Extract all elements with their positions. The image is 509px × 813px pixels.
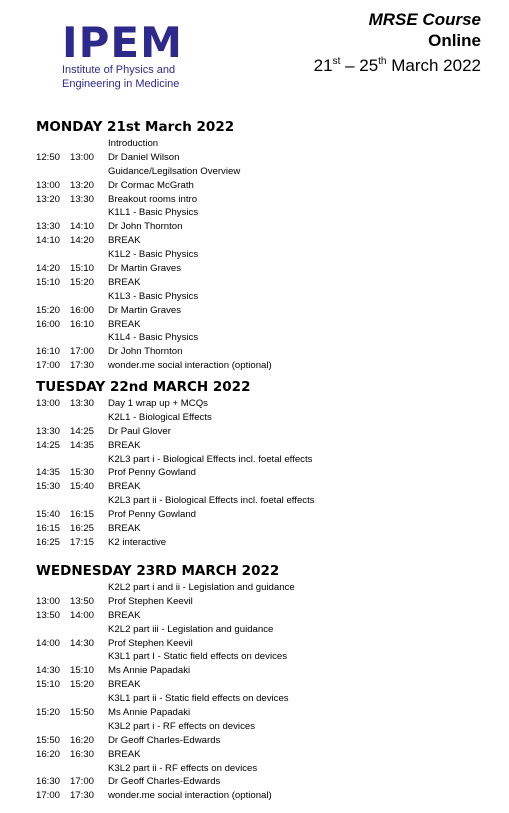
schedule-row xyxy=(36,748,496,762)
start-time: 13:30 xyxy=(36,221,61,233)
session-text: Guidance/Legilsation Overview xyxy=(108,165,241,177)
end-time xyxy=(70,248,108,262)
session-text: Prof Penny Gowland xyxy=(108,509,196,521)
schedule-row xyxy=(36,664,496,678)
session-text: BREAK xyxy=(108,748,141,760)
session-text: K2L3 part ii - Biological Effects incl. foetal effects xyxy=(108,495,315,507)
day-tuesday xyxy=(36,377,496,550)
start-time: 16:30 xyxy=(36,776,61,788)
schedule-row xyxy=(36,595,496,609)
schedule-row xyxy=(36,411,496,425)
start-time: 16:10 xyxy=(36,346,61,358)
start-time: 16:00 xyxy=(36,318,61,330)
start-time: 13:50 xyxy=(36,609,61,621)
schedule-row xyxy=(36,318,496,332)
session-text: K3L1 part I - Static field effects on devices xyxy=(108,651,288,663)
start-time xyxy=(36,331,70,345)
session-text: Ms Annie Papadaki xyxy=(108,707,191,719)
course-header xyxy=(314,10,481,77)
schedule-row xyxy=(36,762,496,776)
session-text: Breakout rooms intro xyxy=(108,193,198,205)
session-text: Prof Stephen Keevil xyxy=(108,595,193,607)
schedule-row xyxy=(36,304,496,318)
schedule-row xyxy=(36,692,496,706)
start-time: 15:30 xyxy=(36,481,61,493)
schedule-row xyxy=(36,678,496,692)
session-text: K2L3 part i - Biological Effects incl. foetal effects xyxy=(108,453,313,465)
start-time xyxy=(36,290,70,304)
start-time: 14:35 xyxy=(36,467,61,479)
schedule-row xyxy=(36,290,496,304)
schedule-row xyxy=(36,480,496,494)
course-title: MRSE Course xyxy=(368,10,481,29)
schedule-row xyxy=(36,151,496,165)
logo-subtitle-line-1: Institute of Physics and xyxy=(62,64,176,76)
end-time: 16:10 xyxy=(70,318,95,330)
start-time: 15:10 xyxy=(36,276,61,288)
end-time: 17:00 xyxy=(70,776,95,788)
schedule-row xyxy=(36,331,496,345)
end-time: 17:30 xyxy=(70,360,95,372)
session-text: Dr Martin Graves xyxy=(108,263,182,275)
schedule-row xyxy=(36,536,496,550)
start-time xyxy=(36,411,70,425)
day-title: MONDAY 21st March 2022 xyxy=(36,119,235,135)
start-time: 14:10 xyxy=(36,235,61,247)
end-time xyxy=(70,206,108,220)
schedule-row xyxy=(36,345,496,359)
schedule-row xyxy=(36,137,496,151)
end-time: 16:25 xyxy=(70,523,95,535)
start-time: 14:25 xyxy=(36,439,61,451)
end-time xyxy=(70,692,108,706)
end-time: 13:30 xyxy=(70,398,95,409)
end-time xyxy=(70,137,108,151)
day-title: TUESDAY 22nd MARCH 2022 xyxy=(36,379,251,395)
session-text: Dr Martin Graves xyxy=(108,304,182,316)
schedule-row xyxy=(36,248,496,262)
end-time: 15:20 xyxy=(70,276,95,288)
start-time xyxy=(36,762,70,776)
schedule-row xyxy=(36,193,496,207)
start-time: 13:00 xyxy=(36,179,61,191)
end-time: 14:30 xyxy=(70,637,95,649)
logo-subtitle-line-2: Engineering in Medicine xyxy=(62,78,180,90)
end-time xyxy=(70,720,108,734)
end-time: 14:35 xyxy=(70,439,95,451)
session-text: BREAK xyxy=(108,609,141,621)
end-time: 16:00 xyxy=(70,304,95,316)
end-time: 15:40 xyxy=(70,481,95,493)
schedule-row xyxy=(36,706,496,720)
end-time: 13:00 xyxy=(70,151,95,163)
day-title: WEDNESDAY 23RD MARCH 2022 xyxy=(36,563,280,579)
session-text: K1L3 - Basic Physics xyxy=(108,290,199,302)
end-time: 14:00 xyxy=(70,609,95,621)
start-time: 16:15 xyxy=(36,523,61,535)
end-time: 16:30 xyxy=(70,748,95,760)
schedule-row xyxy=(36,453,496,467)
session-text: Dr Daniel Wilson xyxy=(108,151,180,163)
start-time: 15:20 xyxy=(36,304,61,316)
session-text: BREAK xyxy=(108,318,141,330)
start-time xyxy=(36,137,70,151)
start-time xyxy=(36,650,70,664)
session-text: BREAK xyxy=(108,523,141,535)
start-time: 17:00 xyxy=(36,360,61,372)
end-time: 17:00 xyxy=(70,346,95,358)
schedule-row xyxy=(36,637,496,651)
end-time xyxy=(70,165,108,179)
session-text: Dr John Thornton xyxy=(108,221,183,233)
end-time: 17:30 xyxy=(70,790,95,802)
schedule-row xyxy=(36,623,496,637)
start-time xyxy=(36,248,70,262)
end-time: 16:20 xyxy=(70,734,95,746)
start-time xyxy=(36,720,70,734)
start-time: 13:00 xyxy=(36,398,61,409)
session-text: BREAK xyxy=(108,481,141,493)
start-time: 13:20 xyxy=(36,193,61,205)
session-text: BREAK xyxy=(108,235,141,247)
start-time: 13:30 xyxy=(36,425,61,437)
session-text: Dr Paul Glover xyxy=(108,425,171,437)
end-time: 14:20 xyxy=(70,235,95,247)
session-text: BREAK xyxy=(108,276,141,288)
session-text: Prof Stephen Keevil xyxy=(108,637,193,649)
end-time xyxy=(70,331,108,345)
schedule-row xyxy=(36,276,496,290)
schedule-row xyxy=(36,522,496,536)
end-time: 15:10 xyxy=(70,263,95,275)
session-text: K3L2 part i - RF effects on devices xyxy=(108,720,255,732)
session-text: Ms Annie Papadaki xyxy=(108,665,191,677)
end-time: 16:15 xyxy=(70,509,95,521)
session-text: Dr Geoff Charles-Edwards xyxy=(108,734,221,746)
schedule-row xyxy=(36,425,496,439)
end-time: 13:30 xyxy=(70,193,95,205)
end-time: 15:30 xyxy=(70,467,95,479)
schedule-row xyxy=(36,262,496,276)
session-text: Day 1 wrap up + MCQs xyxy=(108,398,208,409)
end-time xyxy=(70,623,108,637)
end-time: 15:50 xyxy=(70,707,95,719)
start-time xyxy=(36,581,70,595)
session-text: K1L4 - Basic Physics xyxy=(108,332,199,344)
schedule-row xyxy=(36,165,496,179)
start-time xyxy=(36,453,70,467)
start-time: 14:20 xyxy=(36,263,61,275)
end-time xyxy=(70,494,108,508)
schedule-row xyxy=(36,609,496,623)
session-text: Prof Penny Gowland xyxy=(108,467,196,479)
start-time xyxy=(36,692,70,706)
schedule-row xyxy=(36,775,496,789)
start-time xyxy=(36,165,70,179)
start-time: 16:25 xyxy=(36,536,61,548)
day-wednesday xyxy=(36,561,496,803)
end-time: 15:20 xyxy=(70,679,95,691)
end-time xyxy=(70,581,108,595)
start-time: 15:10 xyxy=(36,679,61,691)
start-time xyxy=(36,206,70,220)
day-monday xyxy=(36,117,496,373)
course-mode: Online xyxy=(428,31,481,50)
schedule-row xyxy=(36,720,496,734)
end-time: 13:50 xyxy=(70,595,95,607)
start-time: 15:50 xyxy=(36,734,61,746)
start-time: 16:20 xyxy=(36,748,61,760)
ipem-logo xyxy=(62,18,202,90)
end-time: 17:15 xyxy=(70,536,95,548)
session-text: Dr Cormac McGrath xyxy=(108,179,194,191)
start-time: 17:00 xyxy=(36,790,61,802)
schedule-row xyxy=(36,494,496,508)
start-time: 14:00 xyxy=(36,637,61,649)
session-text: Introduction xyxy=(108,138,159,149)
start-time: 12:50 xyxy=(36,151,61,163)
session-text: K2L2 part iii - Legislation and guidance xyxy=(108,623,274,635)
start-time xyxy=(36,494,70,508)
start-time: 13:00 xyxy=(36,595,61,607)
schedule-row xyxy=(36,650,496,664)
end-time: 13:20 xyxy=(70,179,95,191)
end-time: 14:10 xyxy=(70,221,95,233)
session-text: Dr Geoff Charles-Edwards xyxy=(108,776,221,788)
logo-wordmark: IPEM xyxy=(62,18,183,67)
end-time xyxy=(70,762,108,776)
schedule-row xyxy=(36,508,496,522)
end-time: 14:25 xyxy=(70,425,95,437)
course-dates: 21st – 25th March 2022 xyxy=(313,56,481,75)
session-text: Dr John Thornton xyxy=(108,346,183,358)
start-time: 14:30 xyxy=(36,665,61,677)
schedule-row xyxy=(36,581,496,595)
session-text: wonder.me social interaction (optional) xyxy=(108,790,272,802)
session-text: wonder.me social interaction (optional) xyxy=(108,360,272,372)
session-text: K3L2 part ii - RF effects on devices xyxy=(108,762,258,774)
session-text: BREAK xyxy=(108,679,141,691)
session-text: K2L2 part i and ii - Legislation and guidance xyxy=(108,582,295,593)
schedule-row xyxy=(36,206,496,220)
schedule-row xyxy=(36,359,496,373)
session-text: K3L1 part ii - Static field effects on devices xyxy=(108,693,289,705)
schedule-row xyxy=(36,397,496,411)
end-time xyxy=(70,290,108,304)
session-text: K1L1 - Basic Physics xyxy=(108,207,199,219)
session-text: K1L2 - Basic Physics xyxy=(108,249,199,261)
schedule-row xyxy=(36,734,496,748)
start-time: 15:40 xyxy=(36,509,61,521)
session-text: BREAK xyxy=(108,439,141,451)
schedule-row xyxy=(36,220,496,234)
schedule-row xyxy=(36,789,496,803)
start-time: 15:20 xyxy=(36,707,61,719)
schedule-row xyxy=(36,179,496,193)
session-text: K2 interactive xyxy=(108,536,167,548)
start-time xyxy=(36,623,70,637)
schedule-row xyxy=(36,466,496,480)
end-time: 15:10 xyxy=(70,665,95,677)
schedule-row xyxy=(36,439,496,453)
schedule-row xyxy=(36,234,496,248)
session-text: K2L1 - Biological Effects xyxy=(108,411,212,423)
end-time xyxy=(70,650,108,664)
end-time xyxy=(70,411,108,425)
end-time xyxy=(70,453,108,467)
